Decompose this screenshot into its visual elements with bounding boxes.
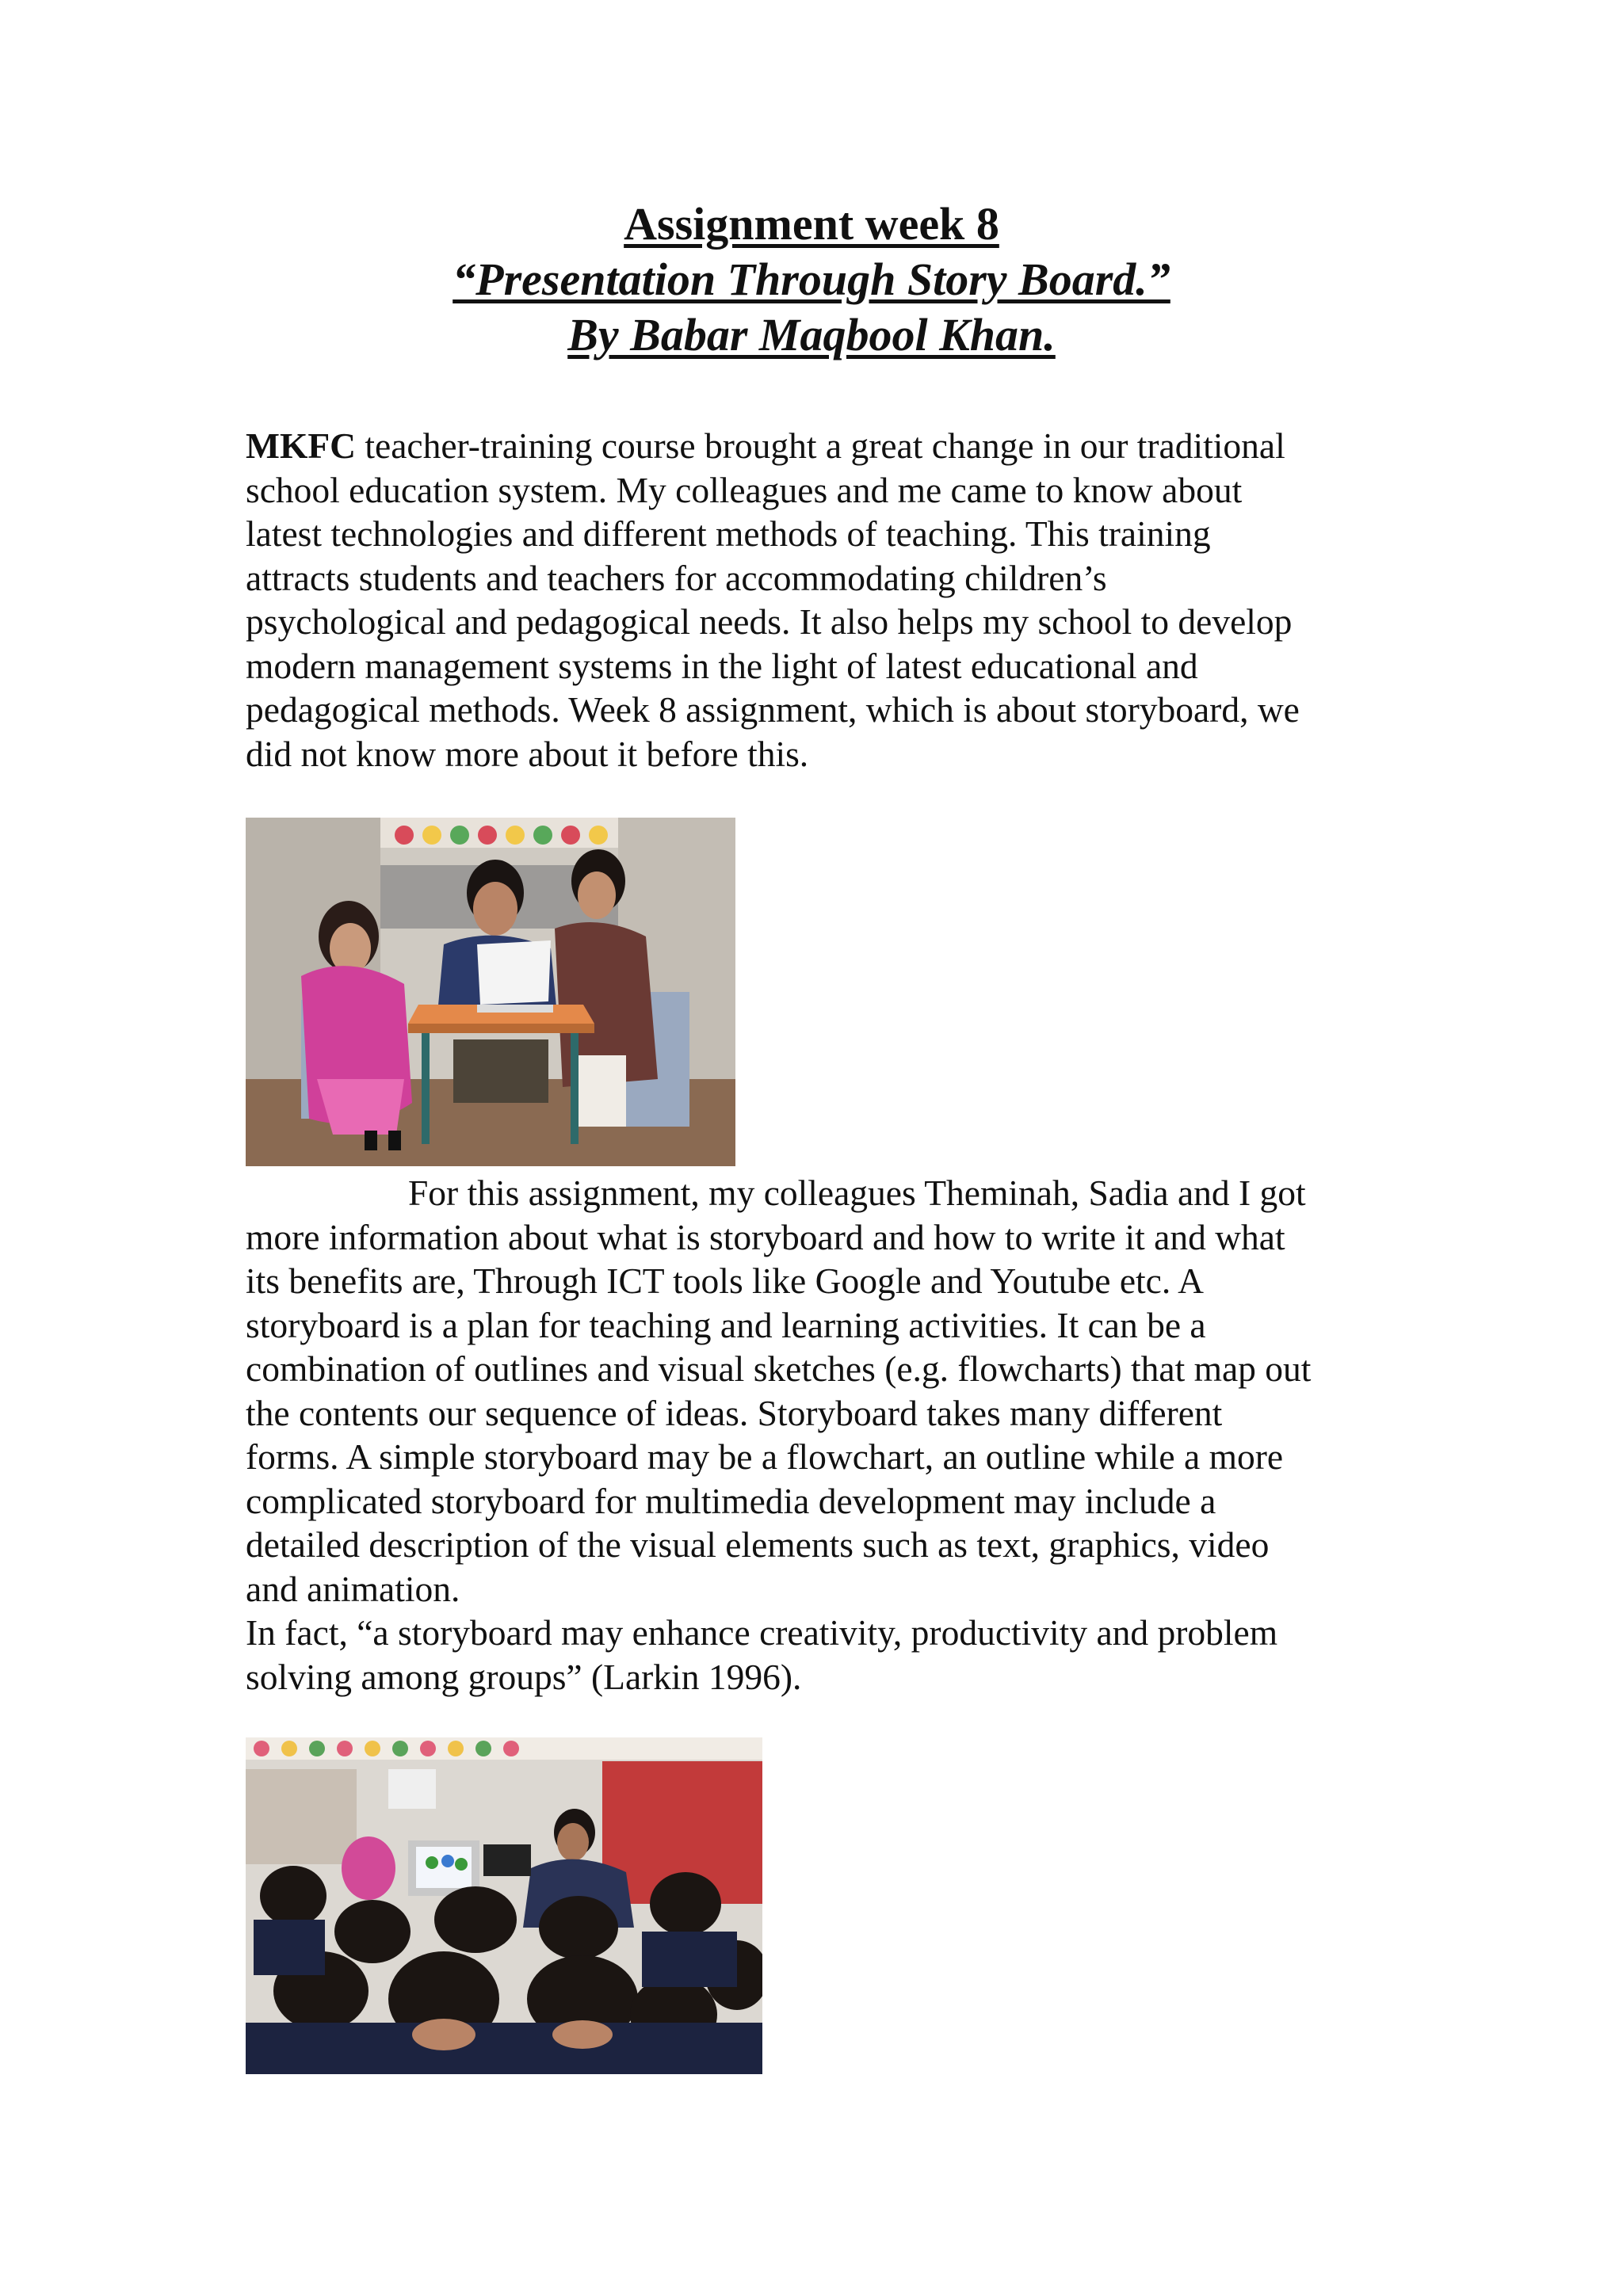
paragraph-line: combination of outlines and visual sketches (e.g. flowcharts) that map out (246, 1348, 1312, 1389)
paragraph-line: and animation. (246, 1568, 460, 1609)
mkfc-bold-lead: MKFC (246, 425, 356, 466)
paragraph-line: In fact, “a storyboard may enhance creativity, productivity and problem (246, 1612, 1278, 1653)
paragraph-line: MKFC teacher-training course brought a great change in our traditional (246, 425, 1285, 466)
paragraph-line: complicated storyboard for multimedia development may include a (246, 1480, 1216, 1521)
paragraph-line: the contents our sequence of ideas. Storyboard takes many different (246, 1392, 1223, 1433)
teachers-at-laptop-photo (246, 818, 735, 1166)
paragraph-line: forms. A simple storyboard may be a flowchart, an outline while a more (246, 1436, 1284, 1477)
paragraph-line: school education system. My colleagues and me came to know about (246, 469, 1243, 510)
document-title (0, 196, 1623, 363)
students-at-computer-photo (246, 1737, 762, 2074)
paragraph-line: psychological and pedagogical needs. It also helps my school to develop (246, 601, 1293, 642)
paragraph-line: modern management systems in the light of latest educational and (246, 645, 1198, 686)
paragraph-line: latest technologies and different methods of teaching. This training (246, 513, 1211, 554)
title-assignment: Assignment week 8 (624, 198, 999, 250)
paragraph-line: storyboard is a plan for teaching and learning activities. It can be a (246, 1304, 1206, 1345)
storyboard-paragraph (246, 1171, 1387, 1699)
intro-paragraph (246, 424, 1387, 776)
paragraph-line: For this assignment, my colleagues Theminah, Sadia and I got (408, 1173, 1306, 1213)
paragraph-line: solving among groups” (Larkin 1996). (246, 1656, 802, 1697)
paragraph-line: did not know more about it before this. (246, 733, 809, 774)
paragraph-line: detailed description of the visual elements such as text, graphics, video (246, 1524, 1270, 1565)
title-presentation: “Presentation Through Story Board.” (453, 254, 1170, 305)
title-author: By Babar Maqbool Khan. (567, 309, 1056, 360)
paragraph-line: more information about what is storyboard and how to write it and what (246, 1216, 1285, 1257)
paragraph-line: pedagogical methods. Week 8 assignment, which is about storyboard, we (246, 689, 1300, 730)
paragraph-line: its benefits are, Through ICT tools like Google and Youtube etc. A (246, 1261, 1204, 1301)
paragraph-line: attracts students and teachers for accommodating children’s (246, 557, 1107, 598)
